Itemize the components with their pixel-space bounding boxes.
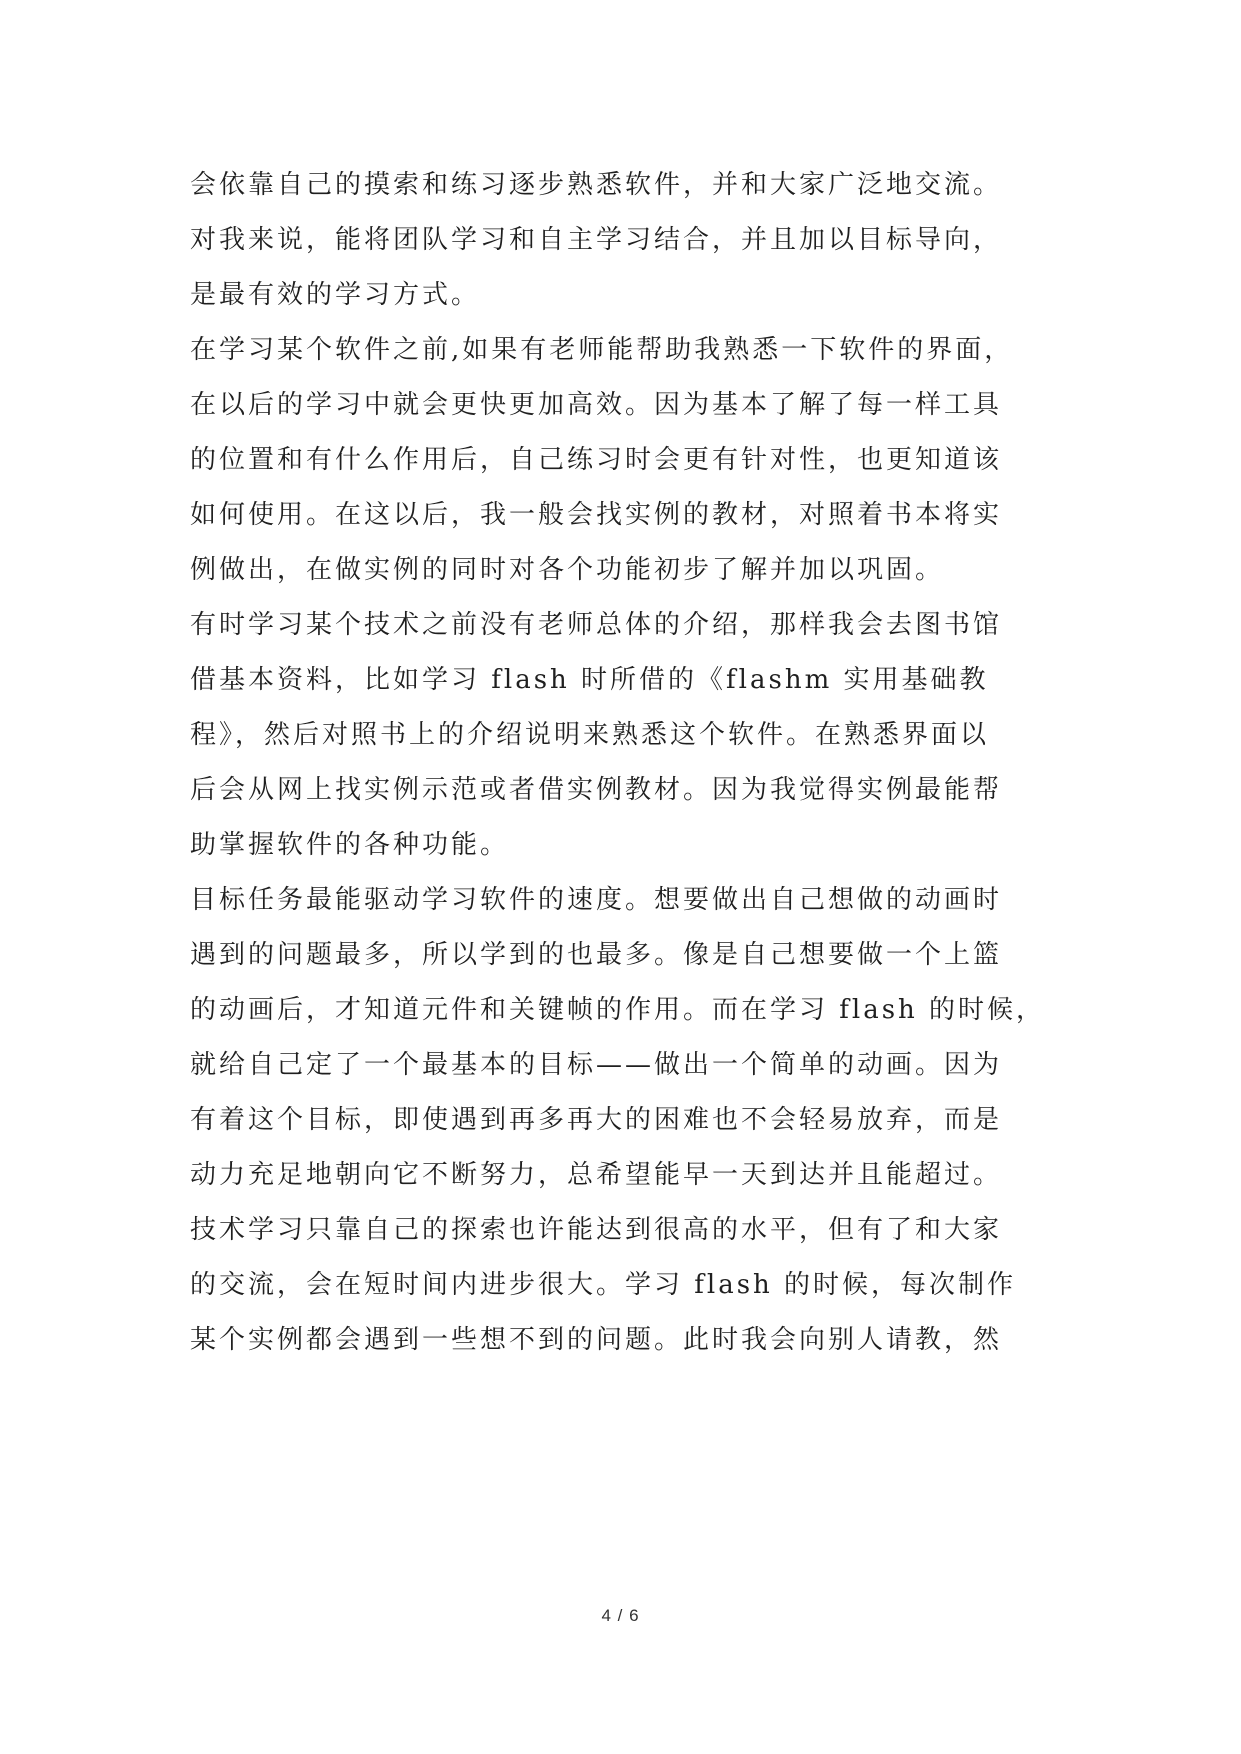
text-line: 在以后的学习中就会更快更加高效。因为基本了解了每一样工具 [190,390,1003,420]
text-line: 例做出，在做实例的同时对各个功能初步了解并加以巩固。 [190,555,945,585]
text-line: 助掌握软件的各种功能。 [190,830,510,860]
text-line: 有着这个目标，即使遇到再多再大的困难也不会轻易放弃，而是 [190,1105,1003,1135]
text-line: 对我来说，能将团队学习和自主学习结合，并且加以目标导向， [190,225,1003,255]
text-line: 是最有效的学习方式。 [190,280,481,310]
text-line: 有时学习某个技术之前没有老师总体的介绍，那样我会去图书馆 [190,610,1003,640]
text-line: 目标任务最能驱动学习软件的速度。想要做出自己想做的动画时 [190,885,1003,915]
text-line: 如何使用。在这以后，我一般会找实例的教材，对照着书本将实 [190,500,1003,530]
text-line: 的动画后，才知道元件和关键帧的作用。而在学习 flash 的时候， [190,995,1046,1025]
document-body [190,158,1070,1368]
text-line: 借基本资料，比如学习 flash 时所借的《flashm 实用基础教 [190,665,989,695]
text-line: 技术学习只靠自己的探索也许能达到很高的水平，但有了和大家 [190,1215,1003,1245]
text-line: 在学习某个软件之前,如果有老师能帮助我熟悉一下软件的界面， [190,335,1014,365]
text-line: 动力充足地朝向它不断努力，总希望能早一天到达并且能超过。 [190,1160,1003,1190]
text-line: 会依靠自己的摸索和练习逐步熟悉软件，并和大家广泛地交流。 [190,170,1003,200]
text-line: 后会从网上找实例示范或者借实例教材。因为我觉得实例最能帮 [190,775,1003,805]
text-line: 某个实例都会遇到一些想不到的问题。此时我会向别人请教，然 [190,1325,1003,1355]
page-number: 4 / 6 [601,1606,640,1625]
text-line: 的交流，会在短时间内进步很大。学习 flash 的时候，每次制作 [190,1270,1017,1300]
text-line: 遇到的问题最多，所以学到的也最多。像是自己想要做一个上篮 [190,940,1003,970]
text-line: 程》，然后对照书上的介绍说明来熟悉这个软件。在熟悉界面以 [190,720,990,750]
text-line: 的位置和有什么作用后，自己练习时会更有针对性，也更知道该 [190,445,1003,475]
text-line: 就给自己定了一个最基本的目标——做出一个简单的动画。因为 [190,1050,1003,1080]
